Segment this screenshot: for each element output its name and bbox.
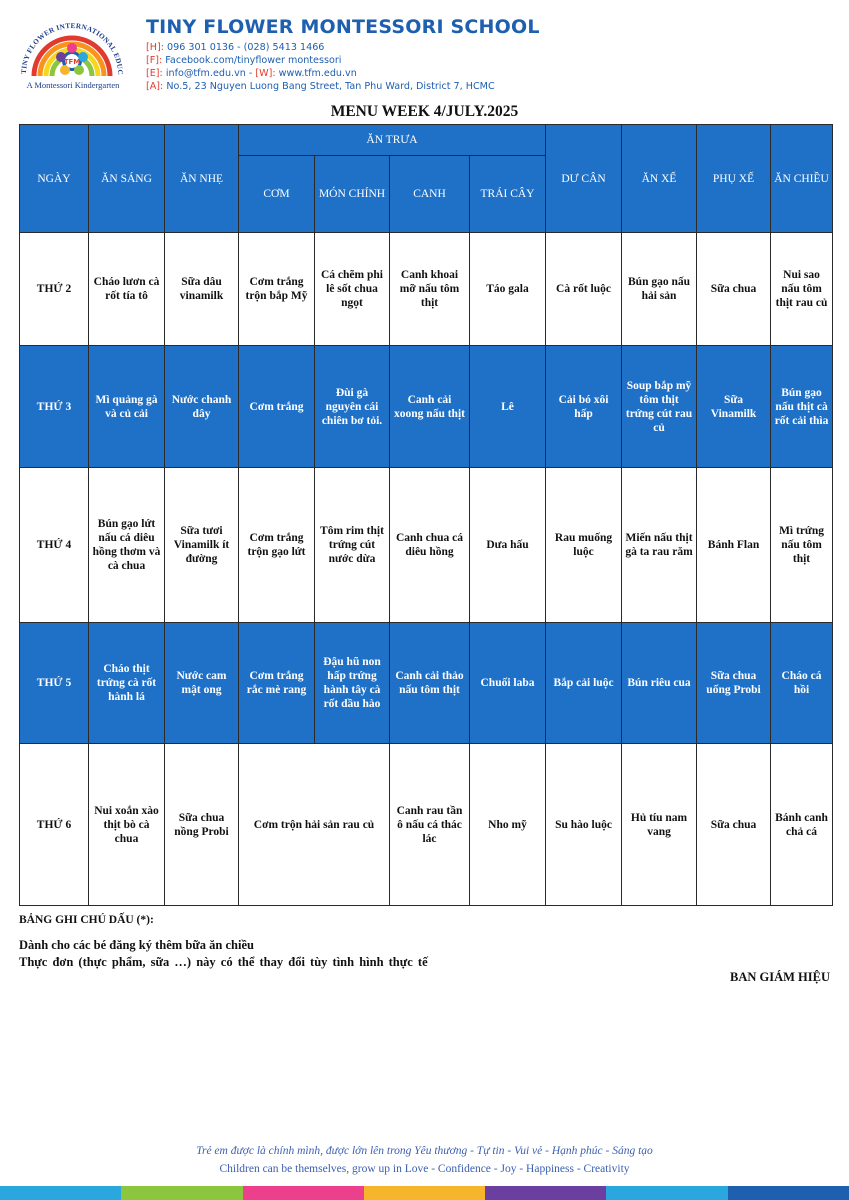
phu-xe-cell: Sữa Vinamilk (697, 346, 771, 468)
canh-cell: Canh chua cá diêu hồng (390, 468, 470, 623)
header-mon-chinh: MÓN CHÍNH (315, 156, 390, 233)
an-sang-cell: Cháo lươn cà rốt tía tô (89, 233, 165, 346)
du-can-cell: Su hào luộc (546, 744, 622, 906)
mon-chinh-cell: Đậu hũ non hấp trứng hành tây cà rốt dầu hào (315, 623, 390, 744)
an-chieu-cell: Bánh canh chả cá (771, 744, 833, 906)
header-canh: CANH (390, 156, 470, 233)
table-row (20, 623, 833, 744)
strip-segment (485, 1186, 606, 1200)
header-an-chieu: ĂN CHIỀU (771, 125, 833, 233)
header-an-nhe: ĂN NHẸ (165, 125, 239, 233)
com-cell: Cơm trắng rắc mè rang (239, 623, 315, 744)
an-chieu-cell: Cháo cá hồi (771, 623, 833, 744)
an-chieu-cell: Mì trứng nấu tôm thịt (771, 468, 833, 623)
canh-cell: Canh rau tần ô nấu cá thác lác (390, 744, 470, 906)
day-cell: THỨ 3 (20, 346, 89, 468)
trai-cay-cell: Táo gala (470, 233, 546, 346)
trai-cay-cell: Dưa hấu (470, 468, 546, 623)
canh-cell: Canh cải thảo nấu tôm thịt (390, 623, 470, 744)
header-phu-xe: PHỤ XẾ (697, 125, 771, 233)
strip-segment (0, 1186, 121, 1200)
page-title: MENU WEEK 4/JULY.2025 (330, 103, 519, 120)
strip-segment (728, 1186, 849, 1200)
footer-color-strip (0, 1186, 849, 1200)
note-line-1: Dành cho các bé đăng ký thêm bữa ăn chiều (19, 938, 254, 952)
an-xe-cell: Bún gạo nấu hải sản (622, 233, 697, 346)
table-row (20, 468, 833, 623)
com-merged-cell: Cơm trộn hải sản rau củ (239, 744, 390, 906)
day-cell: THỨ 5 (20, 623, 89, 744)
an-xe-cell: Bún riêu cua (622, 623, 697, 744)
an-chieu-cell: Bún gạo nấu thịt cà rốt cải thìa (771, 346, 833, 468)
table-row (20, 744, 833, 906)
logo-initials: TFM (63, 58, 81, 66)
phu-xe-cell: Sữa chua (697, 233, 771, 346)
header-an-sang: ĂN SÁNG (89, 125, 165, 233)
du-can-cell: Rau muống luộc (546, 468, 622, 623)
notes-title: BẢNG GHI CHÚ DẤU (*): (19, 914, 154, 926)
an-nhe-cell: Sữa chua nồng Probi (165, 744, 239, 906)
header-an-trua: ĂN TRƯA (239, 125, 546, 156)
day-cell: THỨ 2 (20, 233, 89, 346)
com-cell: Cơm trắng trộn bắp Mỹ (239, 233, 315, 346)
an-chieu-cell: Nui sao nấu tôm thịt rau củ (771, 233, 833, 346)
school-name: TINY FLOWER MONTESSORI SCHOOL (146, 16, 540, 38)
strip-segment (606, 1186, 727, 1200)
strip-segment (243, 1186, 364, 1200)
header-du-can: DƯ CÂN (546, 125, 622, 233)
an-sang-cell: Mì quảng gà và củ cải (89, 346, 165, 468)
day-cell: THỨ 6 (20, 744, 89, 906)
day-cell: THỨ 4 (20, 468, 89, 623)
header-trai-cay: TRÁI CÂY (470, 156, 546, 233)
an-xe-cell: Miến nấu thịt gà ta rau răm (622, 468, 697, 623)
contact-email-web[interactable]: [E]: info@tfm.edu.vn - [W]: www.tfm.edu.vn (146, 68, 357, 79)
contact-address: [A]: No.5, 23 Nguyen Luong Bang Street, Tan Phu Ward, District 7, HCMC (146, 81, 495, 92)
du-can-cell: Cải bó xôi hấp (546, 346, 622, 468)
weekly-menu-table (19, 124, 833, 906)
an-nhe-cell: Sữa dâu vinamilk (165, 233, 239, 346)
signature-label: BAN GIÁM HIỆU (729, 970, 830, 984)
an-nhe-cell: Nước chanh dây (165, 346, 239, 468)
phu-xe-cell: Sữa chua uống Probi (697, 623, 771, 744)
com-cell: Cơm trắng (239, 346, 315, 468)
an-nhe-cell: Nước cam mật ong (165, 623, 239, 744)
strip-segment (364, 1186, 485, 1200)
footer-slogan-en: Children can be themselves, grow up in Love - Confidence - Joy - Happiness - Creativity (219, 1163, 630, 1175)
contact-phone: [H]: 096 301 0136 - (028) 5413 1466 (146, 42, 325, 53)
header-an-xe: ĂN XẾ (622, 125, 697, 233)
contact-block (146, 41, 495, 93)
du-can-cell: Cà rốt luộc (546, 233, 622, 346)
an-sang-cell: Cháo thịt trứng cà rốt hành lá (89, 623, 165, 744)
strip-segment (121, 1186, 242, 1200)
canh-cell: Canh cải xoong nấu thịt (390, 346, 470, 468)
header-ngay: NGÀY (20, 125, 89, 233)
com-cell: Cơm trắng trộn gạo lứt (239, 468, 315, 623)
mon-chinh-cell: Tôm rim thịt trứng cút nước dừa (315, 468, 390, 623)
contact-facebook[interactable]: [F]: Facebook.com/tinyflower montessori (146, 55, 342, 66)
trai-cay-cell: Nho mỹ (470, 744, 546, 906)
table-row (20, 233, 833, 346)
footer-slogan-vi: Trẻ em được là chính mình, được lớn lên trong Yêu thương - Tự tin - Vui vẻ - Hạnh phúc - Sáng tạo (196, 1145, 653, 1157)
trai-cay-cell: Chuối laba (470, 623, 546, 744)
logo-ring-text: TINY FLOWER INTERNATIONAL EDUC (19, 21, 125, 76)
header-com: CƠM (239, 156, 315, 233)
an-xe-cell: Hủ tíu nam vang (622, 744, 697, 906)
du-can-cell: Bắp cải luộc (546, 623, 622, 744)
phu-xe-cell: Bánh Flan (697, 468, 771, 623)
an-sang-cell: Bún gạo lứt nấu cá diêu hồng thơm và cà chua (89, 468, 165, 623)
phu-xe-cell: Sữa chua (697, 744, 771, 906)
an-sang-cell: Nui xoắn xào thịt bò cà chua (89, 744, 165, 906)
canh-cell: Canh khoai mỡ nấu tôm thịt (390, 233, 470, 346)
mon-chinh-cell: Cá chẽm phi lê sốt chua ngọt (315, 233, 390, 346)
logo-tagline: A Montessori Kindergarten (26, 80, 120, 90)
an-xe-cell: Soup bắp mỹ tôm thịt trứng cút rau củ (622, 346, 697, 468)
trai-cay-cell: Lê (470, 346, 546, 468)
note-line-2: Thực đơn (thực phẩm, sữa …) này có thể thay đổi tùy tình hình thực tế (19, 955, 428, 969)
an-nhe-cell: Sữa tươi Vinamilk ít đường (165, 468, 239, 623)
mon-chinh-cell: Đùi gà nguyên cái chiên bơ tỏi. (315, 346, 390, 468)
table-row (20, 346, 833, 468)
